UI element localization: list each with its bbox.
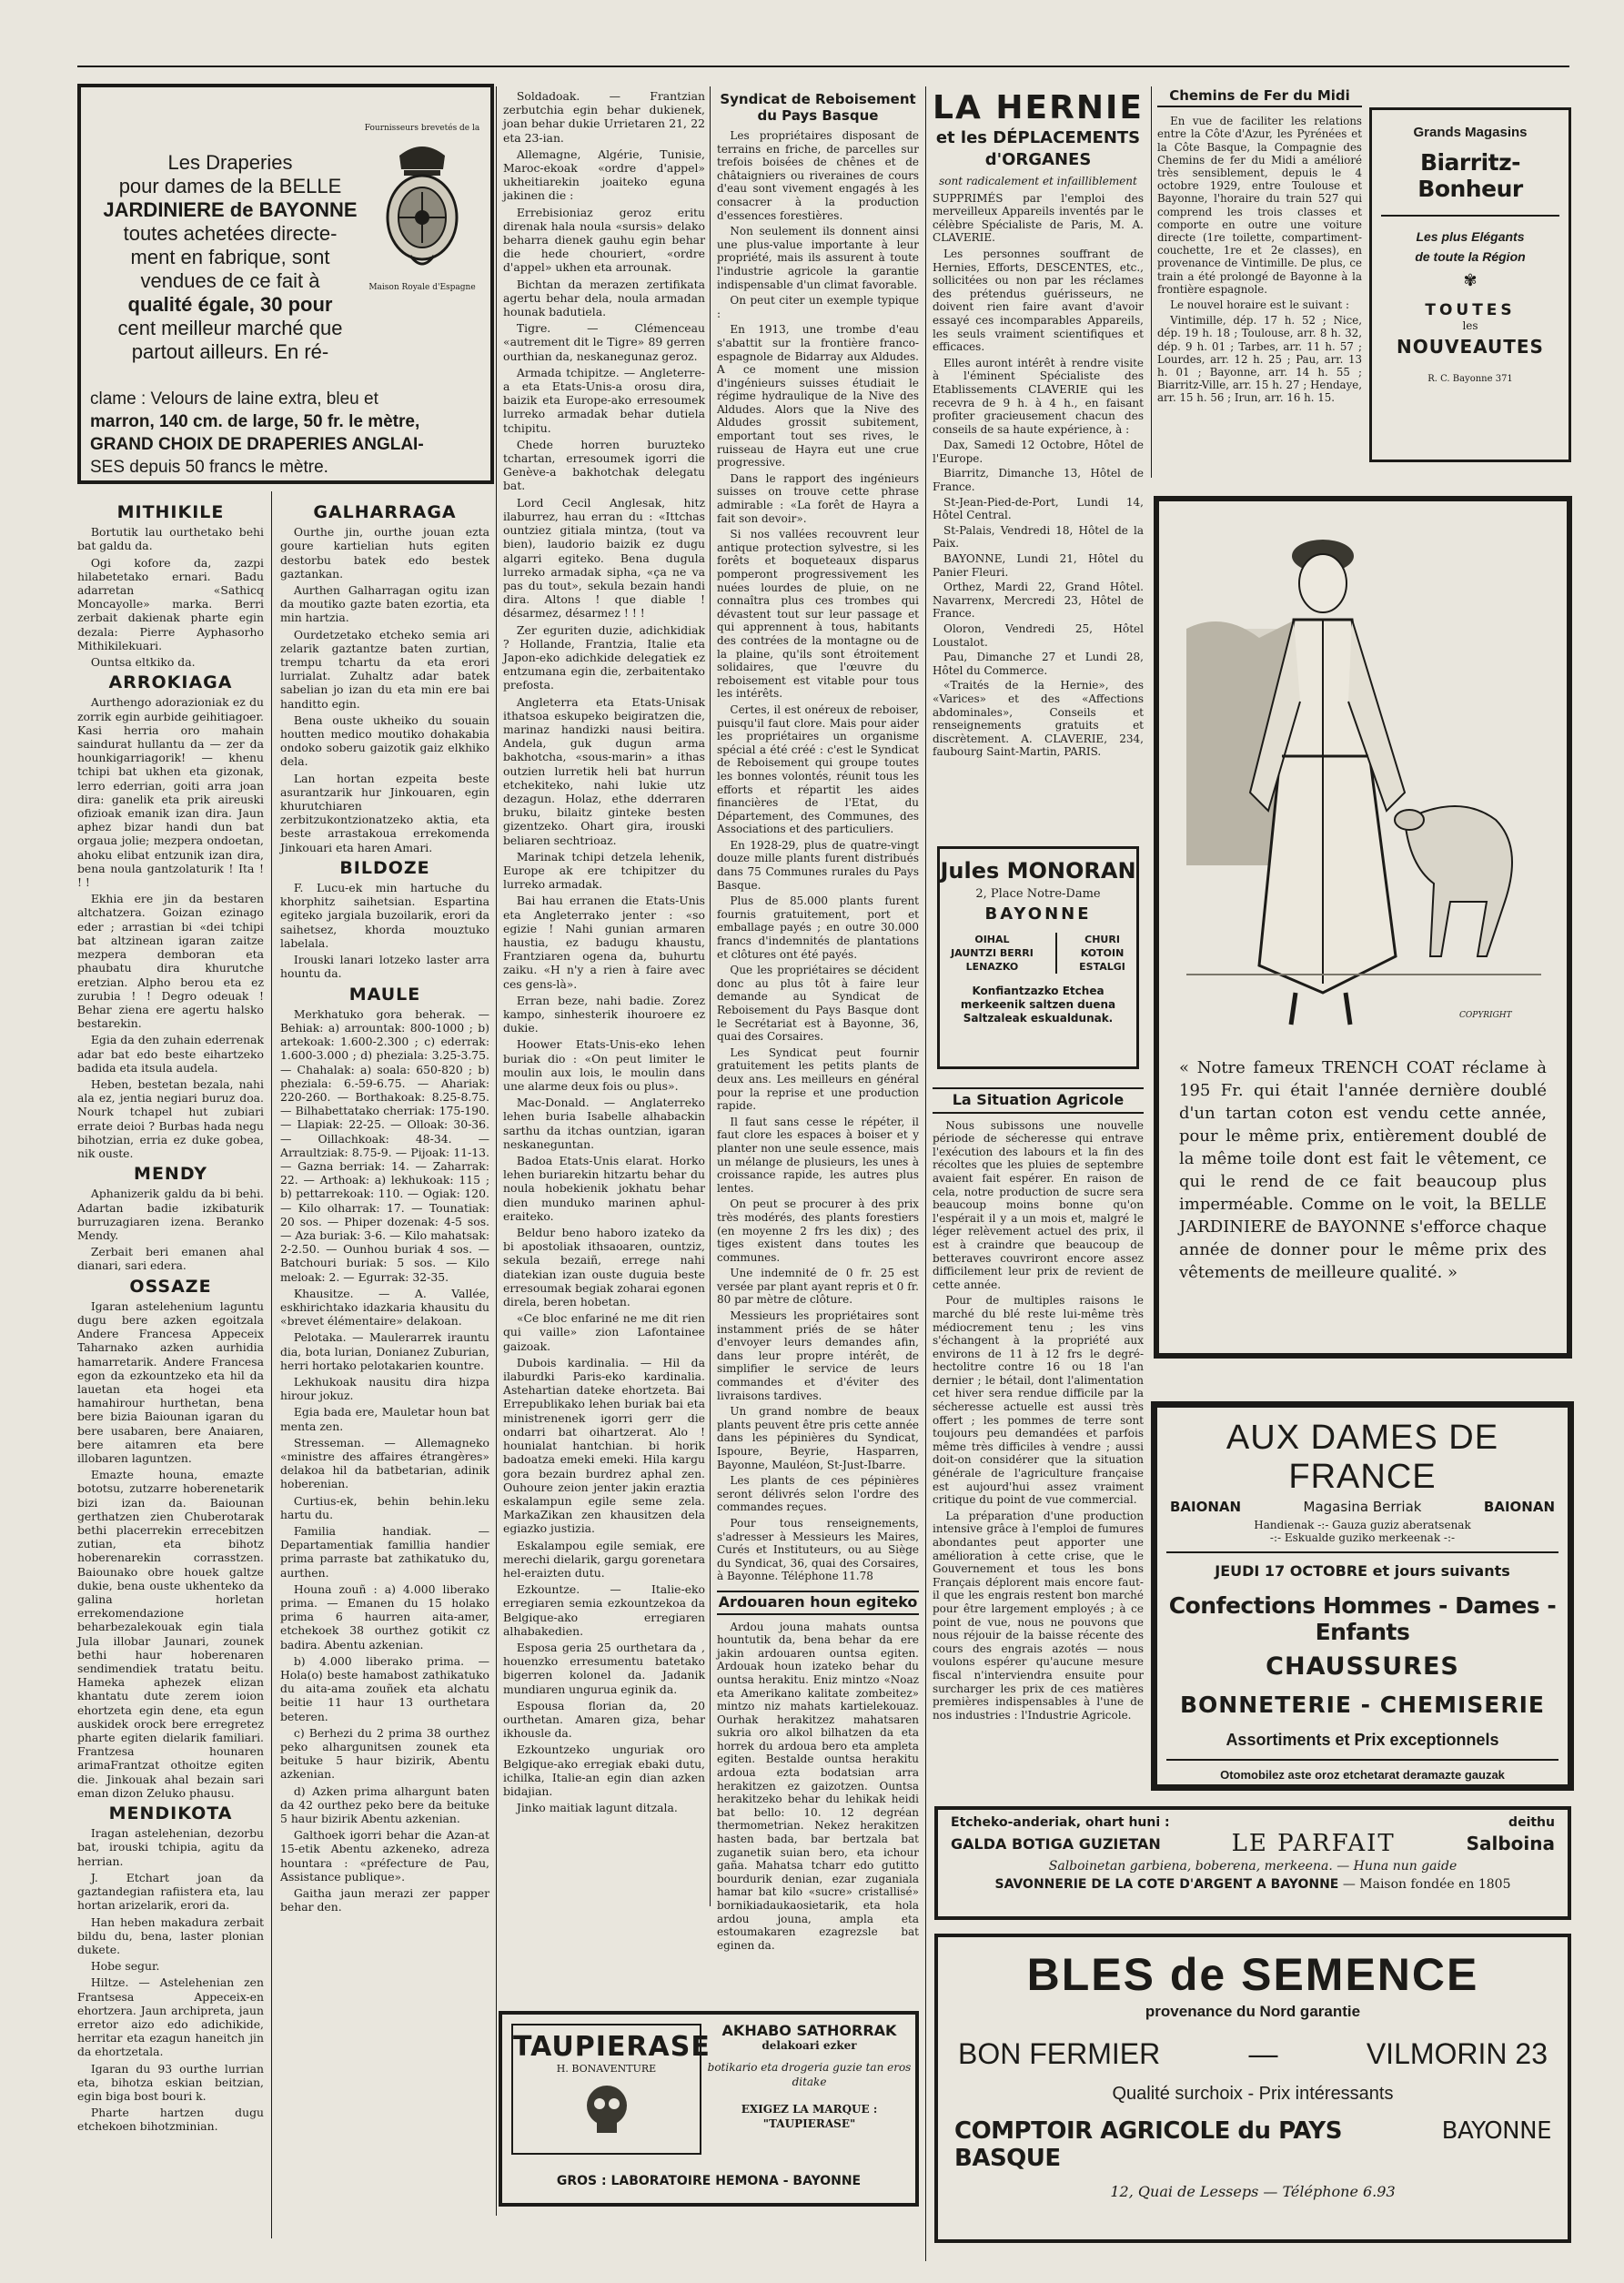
article-paragraph: c) Berhezi du 2 prima 38 ourthez peko alhargunitsen zounek eta beituke 5 haur bizirik, Abentu azkenian. [280, 1725, 489, 1782]
column-3 [503, 89, 705, 1936]
heading-ossaze: OSSAZE [129, 1276, 212, 1297]
bles-bayonne: BAYONNE [1441, 2117, 1551, 2145]
article-paragraph: Aurthengo adorazioniak ez du zorrik egin aurbide geihitiagoer. Kasi herria oro mahain saindurat hullantu da — zer da hounkigarriagorik! — khenu tchipi bat ukhen eta gizonak, lerro ederrian, goiti arra joan dira: ganelik eta prik aireuski ofizioak emanik izan dira. Jaun aphez bizar handi dun bat orgaua jolie; mezpera ondoetan, ahoku elibat entzunik izan dira, bena noula gantzolaturik ! Ita ! ! ! [77, 695, 264, 890]
monoran-right-3: ESTALGI [1079, 961, 1125, 973]
hernie-paragraph: SUPPRIMÉS par l'emploi des merveilleux Appareils inventés par le célèbre Spécialiste de Paris, M. A. CLAVERIE. [933, 191, 1144, 245]
article-paragraph: Ardou jouna mahats ountsa hountutik da, bena behar da ere jakin ardouaren ountsa egiten. Ardouak houn izateko behar du ountsa herakitu. Eniz mintzo «Noaz eta Amerikano kalitate zombeitez» mintzo niz mahats kartielekouaz. Ourhak herakitzez mahatsaren sukria oro alkol bilhatzen da eta horrek du ardoua bero eta ampleta egiten. Bestalde ountsa herakitu ardoua ezta bodatsian arra herakitzen ez gaizotzen. Ountsa herakitzeko behar du lehikak heidi bat bello: 10. 12 degréan thermometrian. Nekez herakitzen hasten bada, bar bertzala bat zuganetik suian bero, eta ichour gaña. Mahatsa tcharr edo gutitto bourdurik denian, ezar zuganiala hamar bat kilo «sucre» cristallisé» bornikiadaukaosietarik, eta hola ardou jouna, ampla eta estoumakaren ezagrezsle bat eginen da. [717, 1620, 919, 1952]
parfait-line-1-right: deithu [1508, 1815, 1555, 1830]
taupierase-maker: H. BONAVENTURE [556, 2063, 657, 2075]
monoran-city: BAYONNE [984, 904, 1092, 924]
jardiniere-line-7: qualité égale, 30 pour [127, 293, 333, 316]
jardiniere-line-4: toutes achetées directe- [123, 222, 338, 245]
article-paragraph: Galthoek igorri behar die Azan-at 15-etik Abentu azkeneko, adreza hountara : «préfecture de Pau, Assistance publique». [280, 1828, 489, 1884]
article-paragraph: Pharte hartzen dugu etchekoen bihotzminian. [77, 2106, 264, 2134]
article-paragraph: Igaran astelehenium laguntu dugu bere azken egoitzala Andere Francesa Appeceix Taharnako azken aurhidia hamarretarik. Andere Francesa egon da ezkountzeko eta hil da lauetan eta hogei eta hamahirour hurthetan, bena bere bizia Baiounan igaran du bere usabaren, bere Anaiaren, bere aitamren eta bere illobaren laguntzen. [77, 1298, 264, 1465]
article-paragraph: Zerbait beri emanen ahal dianari, sari edera. [77, 1245, 264, 1273]
bles-comptoir: COMPTOIR AGRICOLE du PAYS BASQUE [954, 2117, 1342, 2172]
parfait-line-2-left: GALDA BOTIGA GUZIETAN [951, 1834, 1161, 1853]
article-paragraph: Vintimille, dép. 17 h. 52 ; Nice, dép. 19 h. 18 ; Toulouse, arr. 8 h. 32, dép. 9 h. 01 ; Tarbes, arr. 11 h. 57 ; Lourdes, arr. 12 h. 25 ; Pau, arr. 13 h. 01 ; Bayonne, arr. 14 h. 55 ; Biarritz-Ville, arr. 15 h. 27 ; Hendaye, arr. 15 h. 56 ; Irun, arr. 16 h. 15. [1157, 314, 1362, 405]
article-paragraph: Chede horren buruzteko tchartan, erresoumek igorri die Genève-a bakhotchak delegatu bat. [503, 437, 705, 493]
article-paragraph: En vue de faciliter les relations entre la Côte d'Azur, les Pyrénées et la Côte Basque, la Compagnie des Chemins de fer du Midi a amélioré très sensiblement, depuis le 4 octobre 1929, entre Toulouse et Bayonne, l'horaire du train 527 qui comprend les trois classes et comporte en outre une voiture directe (1re toilette, compartiment-couchette, 1re et 2e classes), en provenance de Vintimille. De plus, ce train a été prolongé de Bayonne à la frontière espagnole. [1157, 115, 1362, 296]
skull-icon [575, 2078, 639, 2142]
situation-agricole [933, 1087, 1144, 1906]
column-4 [717, 89, 919, 1952]
article-paragraph: Curtius-ek, behin behin.leku hartu du. [280, 1493, 489, 1521]
jardiniere-line-5: ment en fabrique, sont [130, 246, 330, 268]
article-paragraph: Pour tous renseignements, s'adresser à Messieurs les Maires, Curés et Instituteurs, ou au Siège du Syndicat, 36, quai des Corsaires, à Bayonne. Téléphone 11.78 [717, 1516, 919, 1583]
biarritz-nouveautes: NOUVEAUTES [1397, 336, 1544, 358]
jardiniere-line-6: vendues de ce fait à [140, 269, 320, 292]
article-paragraph: Khausitze. — A. Vallée, eskhirichtako idazkaria khausitu du «brevet élémentaire» delakoan. [280, 1286, 489, 1328]
jardiniere-line-10: clame : Velours de laine extra, bleu et [90, 389, 378, 409]
article-paragraph: Ountsa eltkiko da. [90, 655, 196, 670]
article-paragraph: Lord Cecil Anglesak, hitz ilaburrez, hau erran du : «Ittchas ountziez gitiala mintza, (tout va bien), laudorio baizik ez dugu algarri egiteko. Bena dugula lurreko armadak sipha, «ça ne va pas du tout», sekula bezain handi dira. Altons ! que diable ! désarmez, désarmez ! ! ! [503, 495, 705, 621]
dames-baionan-left: BAIONAN [1170, 1499, 1242, 1515]
article-paragraph: La préparation d'une production intensive grâce à l'emploi de fumures abondantes peut apporter une amélioration à cette crise, que le Gouvernement et tous les bons Français déplorent mais encore faut-il que les engrais restent bon marché pour être largement employés ; à ce point de vue, nous ne pouvons que nous réjouir de la baisse récente des cours des engrais azotés — nous voulons espérer qu'aucune mesure fiscal n'interviendra ensuite pour surcharger les prix de ces matières premières indispensables à l'une de nos industries : l'Industrie Agricole. [933, 1509, 1144, 1722]
article-paragraph: Angleterra eta Etats-Unisak ithatsoa eskupeko beigiratzen die, marinaz handizki nausi beitira. Andela, guk dugun arma bakhotcha, «sous-marin» a ithas outzien lurretik heli bat hurrun etchekiteko, nahi lukie utz dezagun. Holaz, ethe dderraren bruku, bilaitz ginteke besten gizentzeko. Ohart gira, irouski beliaren sechtrioaz. [503, 694, 705, 847]
hernie-title-3: d'ORGANES [984, 150, 1092, 169]
jardiniere-line-3: JARDINIERE de BAYONNE [103, 198, 358, 221]
article-paragraph: Lekhukoak nausitu dira hizpa hirour jokuz. [280, 1374, 489, 1403]
article-paragraph: Igaran du 93 ourthe lurrian eta, bihotza eskian beitzian, egin biga bost bouri k. [77, 2061, 264, 2103]
monoran-name: Jules MONORAN [940, 858, 1136, 884]
dames-line-1: Confections Hommes - Dames - Enfants [1168, 1592, 1557, 1645]
taupierase-footer: GROS : LABORATOIRE HEMONA - BAYONNE [556, 2174, 862, 2188]
monoran-foot-3: Saltzaleak eskualdunak. [963, 1012, 1114, 1025]
taupierase-right-sub: delakoari ezker [762, 2039, 857, 2052]
article-paragraph: Errebisioniaz geroz eritu direnak hala noula «sursis» delako beharra dienek gauhu egin behar die hede chouriert, «ordre d'appel» ukhen eta arrounak. [503, 205, 705, 275]
bles-address: 12, Quai de Lesseps — Téléphone 6.93 [1110, 2183, 1396, 2200]
monoran-right-2: KOTOIN [1080, 947, 1125, 959]
article-paragraph: Zer eguriten duzie, adichkidiak ? Hollande, Frantzia, Italie eta Japon-eko adichkide delegatiek ez entzumana egin die, zerbaitentako prefosta. [503, 622, 705, 692]
article-paragraph: Ekhia ere jin da bestaren altchatzera. Goizan ezinago eder ; arrastian bi «dei tchipi bat altzinean igaran zaitze mezpera demboran eta phaubatu dira khurutche eretzian. Alpho berou eta ez zurubia ! ! Degro odeuak ! Behar ziena ere agertu halsko bestarekin. [77, 892, 264, 1031]
article-paragraph: «Ce bloc enfariné ne me dit rien qui vaille» zion Lafontainee gaizoak. [503, 1311, 705, 1353]
column-2 [280, 499, 489, 2246]
article-paragraph: Emazte houna, emazte bototsu, zutzarre hoberenetarik bizi izan da. Baiounan gerthatzen zien Chuberotarak bethi placerrekin errecebitzen zutian, eta bihotz hoberenarekin corrasstzen. Baiounako obre houek galtze dukie, bena ouste ukhenteko da galina horletan errekomendazione beharbezalekouak egin tiala Jula illobar Jaunari, zounek bethi haur hoberenaren sendimendiek tratatu beitu. Hameka aphezek elizan khantatu dute zerem ioion ehortzeta egin dene, eta egun auskidek orock bere erregretez pharte egiten dielarik familiari. Frantzesa hounaren arimaFrantzat othoitze egiten die. Jinkouak ahal bezain sari eman dizon Zeluko phausu. [77, 1468, 264, 1800]
bles-de-semence-ad [934, 1934, 1571, 2243]
royal-crest-icon [372, 137, 472, 274]
article-paragraph: En 1913, une trombe d'eau s'abattit sur la frontière franco-espagnole de Bidarray aux Aldudes. A ce moment une mission d'ingénieurs suisses étudiait le régime hydraulique de la Nive des Aldudes. Alors que la Nive des Aldudes grossit subitement, emportant tout ses rives, le ruisseau de Hayra eut une crue progressive. [717, 323, 919, 470]
article-paragraph: Merkhatuko gora beherak. — Behiak: a) arrountak: 800-1000 ; b) artekoak: 1.600-2.300 ; c) ederrak: 1.600-3.000 ; d) pheziala: 3.25-3.75. — Chahalak: a) soala: 650-820 ; b) pheziala: 6.-59-6.75. — Ahariak: 220-260. — Borthakoak: 8.25-8.75. — Bilhabettatako cherriak: 175-190. — Llapiak: 22-25. — Olloak: 30-36. — Oillachkoak: 48-34. — Arraultziak: 8.75-9. — Pijoak: 11-13. — Gazna berriak: 14. — Zaharrak: 22. — Arthoak: a) lekhukoak: 115 ; b) pettarrekoak: 110. — Ogiak: 120. — Kilo olharrak: 17. — Tounatiak: 20 sos. — Phiper dozenak: 4-5 sos. — Aza buriak: 3-6. — Kilo mahatsak: 2-2.50. — Ounhou buriak 4 sos. — Batchouri buriak: 5 sos. — Kilo meloak: 2. — Egurrak: 32-35. [280, 1006, 489, 1284]
hernie-ad [933, 89, 1144, 826]
syndicat-title-1: Syndicat de Reboisement [720, 91, 916, 107]
jardiniere-line-1: Les Draperies [167, 151, 293, 174]
hernie-schedule: Dax, Samedi 12 Octobre, Hôtel de l'Europe. [933, 439, 1144, 465]
dames-date: JEUDI 17 OCTOBRE et jours suivants [1215, 1562, 1510, 1580]
article-paragraph: Erran beze, nahi badie. Zorez kampo, sinhesterik ihouroere ez dukie. [503, 993, 705, 1035]
article-paragraph: Plus de 85.000 plants furent fournis gratuitement, port et emballage payés ; en outre 30.000 francs d'indemnités de plantations et clôtures ont été payés. [717, 894, 919, 961]
parfait-founded: — Maison fondée en 1805 [1342, 1877, 1511, 1892]
article-paragraph: Ourdetzetako etcheko semia ari zelarik gaztantze baten zurtian, trempu tchartu da eta erori lurrialat. Zuhaltz adar batek sabelian jo izan du eta min ere bai handitto egin. [280, 627, 489, 711]
article-paragraph: Le nouvel horaire est le suivant : [1170, 298, 1349, 312]
article-paragraph: Bena ouste ukheiko du souain houtten medico moutiko dohakabia ondoko soberu gaizotik gaiz elkhiko dela. [280, 712, 489, 769]
jardiniere-ad [77, 84, 494, 484]
column-rule-3 [710, 86, 711, 1906]
biarritz-tag-2: de toute la Région [1415, 249, 1526, 264]
taupierase-ask: EXIGEZ LA MARQUE : [741, 2103, 878, 2116]
column-rule-4 [925, 86, 926, 2261]
article-paragraph: Allemagne, Algérie, Tunisie, Maroc-ekoak «ordre d'appel» ukheitiarekin joaiteko eguna jakinen die : [503, 146, 705, 203]
article-paragraph: Hiltze. — Astelehenian zen Frantsesa Appeceix-en ehortzera. Jaun archipreta, jaun erretor aizo edo adichikide, herritar eta ezagun haneitch jin da ehortzetala. [77, 1975, 264, 2059]
trench-coat-text: « Notre fameux TRENCH COAT réclame à 195 Fr. qui était l'année dernière doublé d'un tartan coton est vendu cette année, pour le même prix, entièrement doublé de la même toile dont est fait le vêtement, ce qui le rend de ce fait beaucoup plus imperméable. Comme on le voit, la BELLE JARDINIERE de BAYONNE s'efforce chaque année de donner pour le même prix des vêtements de meilleure qualité. » [1179, 1058, 1547, 1282]
taupierase-right-text: botikario eta drogeria guzie tan eros ditake [707, 2061, 912, 2088]
article-paragraph: b) 4.000 liberako prima. — Hola(o) beste hamabost zathikatuko du aita-ama zouñek eta alchatu beitie 11 haur 13 ourthetara beteren. [280, 1653, 489, 1723]
illustration-signature: COPYRIGHT [1459, 1011, 1512, 1020]
monoran-foot-1: Konfiantzazko Etchea [972, 985, 1105, 997]
taupierase-name: TAUPIERASE [513, 2031, 711, 2063]
article-paragraph: d) Azken prima alhargunt baten da 42 ourthez peko bere da beituke 5 haur bizirik Abentu azkenian. [280, 1783, 489, 1826]
dames-line-2: CHAUSSURES [1266, 1652, 1459, 1681]
article-paragraph: Pelotaka. — Maulerarrek irauntu dia, bota lurian, Donianez Zuburian, herri hortako pelotakarien kountre. [280, 1330, 489, 1372]
biarritz-top: Grands Magasins [1413, 125, 1528, 140]
article-paragraph: On peut citer un exemple typique : [717, 294, 919, 320]
article-paragraph: Badoa Etats-Unis elarat. Horko lehen buriarekin hitzartu behar du noula hobekienik jokhatu behar dien munduko marinen aphul-eraiteko. [503, 1154, 705, 1223]
column-rule-1 [271, 491, 272, 2238]
article-paragraph: Mac-Donald. — Anglaterreko lehen buria Isabelle alhabackin sarthu da itchas ountzian, igaran neskaneguntan. [503, 1096, 705, 1151]
bles-sub: provenance du Nord garantie [1145, 2003, 1361, 2020]
trench-coat-man-illustration [1186, 520, 1541, 1029]
parfait-line-1-left: Etcheko-anderiak, ohart huni : [951, 1815, 1170, 1830]
article-paragraph: Aphanizerik galdu da bi behi. Adartan badie izkibaturik burruzagiaren izena. Beranko Mendy. [77, 1187, 264, 1242]
bles-title: BLES de SEMENCE [1026, 1949, 1479, 2000]
article-paragraph: On peut se procurer à des prix très modérés, des plants forestiers (en moyenne 2 frs les dix) ; des tiges existent dans toutes les communes. [717, 1197, 919, 1264]
article-paragraph: Egia da den zuhain ederrenak adar bat edo beste eihartzeko badida eta itsula audela. [77, 1033, 264, 1075]
hernie-paragraph: «Traités de la Hernie», des «Varices» et des «Affections abdominales», Conseils et renseignements gratuits et discrètement. A. CLAVERIE, 234, faubourg Saint-Martin, PARIS. [933, 679, 1144, 759]
bles-vilmorin: VILMORIN 23 [1366, 2037, 1548, 2070]
biarritz-rc: R. C. Bayonne 371 [1427, 374, 1513, 384]
parfait-brand: LE PARFAIT [1231, 1830, 1396, 1857]
dames-line-3: BONNETERIE - CHEMISERIE [1179, 1692, 1545, 1718]
article-paragraph: Dubois kardinalia. — Hil da ilaburdki Paris-eko kardinalia. Astehartian dateke ehortzeta. Bai Errepublikako lehen buriak bai eta ministrenenek igorri gerr die ondarri bat oihartzerat. Alo ! hounialat hantchian. bi horik badoatza emeki emeki. Hila kargu gora bezain burdrez aphal zen. Ouhoure zeion jenter jakin eraztia eskalampun egile seme zela. MarkaZikan zen khausitzen dela egiazko justizia. [503, 1355, 705, 1536]
dames-sub-1: Handienak -:- Gauza guziz aberatsenak [1254, 1519, 1471, 1531]
article-paragraph: Gaitha jaun merazi zer papper behar den. [280, 1886, 489, 1914]
dames-footer: Otomobilez aste oroz etchetarat deramazte gauzak [1220, 1768, 1505, 1782]
heading-maule: MAULE [348, 984, 421, 1005]
hernie-subtitle: sont radicalement et infailliblement [939, 175, 1137, 187]
article-paragraph: Il faut sans cesse le répéter, il faut clore les espaces à boiser et y planter non une seule essence, mais un mélange de plusieurs, les unes à croissance rapide, les autres plus lentes. [717, 1115, 919, 1195]
hernie-schedule: Pau, Dimanche 27 et Lundi 28, Hôtel du Commerce. [933, 651, 1144, 677]
dames-magasina: Magasina Berriak [1303, 1499, 1422, 1515]
article-paragraph: Hobe segur. [90, 1959, 160, 1974]
hernie-schedule: St-Jean-Pied-de-Port, Lundi 14, Hôtel Central. [933, 495, 1144, 522]
taupierase-mark: "TAUPIERASE" [762, 2117, 856, 2130]
hernie-schedule: Orthez, Mardi 22, Grand Hôtel. Navarrenx, Mercredi 23, Hôtel de France. [933, 581, 1144, 621]
heading-bildoze: BILDOZE [339, 857, 430, 878]
biarritz-les: les [1462, 319, 1478, 332]
biarritz-toutes: TOUTES [1425, 301, 1516, 319]
hernie-schedule: Biarritz, Dimanche 13, Hôtel de France. [933, 467, 1144, 494]
article-paragraph: Egia bada ere, Mauletar houn bat menta zen. [280, 1405, 489, 1433]
article-paragraph: Les plants de ces pépinières seront délivrés selon l'ordre des commandes reçues. [717, 1474, 919, 1514]
article-paragraph: Bichtan da merazen zertifikata agertu behar dela, noula armadan hounak badutiela. [503, 277, 705, 319]
article-paragraph: Houna zouñ : a) 4.000 liberako prima. — Emanen du 15 holako prima 6 haurren aita-amer, etchekoek 38 ourthez gotikit cz badira. Abentu azkenian. [280, 1581, 489, 1652]
chemins-de-fer [1157, 89, 1362, 471]
article-paragraph: Aurthen Galharragan ogitu izan da moutiko gazte baten ezortia, eta min hartzia. [280, 583, 489, 625]
article-paragraph: Ourthe jin, ourthe jouan ezta goure kartielian huts egiten destorbu batek edo bestek gaztankan. [280, 525, 489, 581]
hernie-title-1: LA HERNIE [933, 89, 1144, 126]
jardiniere-line-13: SES depuis 50 francs le mètre. [90, 458, 328, 477]
article-paragraph: Beldur beno haboro izateko da bi apostoliak ithsaoaren, ountziz, sekula bezaiñ, errege nahi diatekian izan ouste duguia beste erresoumak begiak zoharai egonen direla, beren hobetan. [503, 1226, 705, 1309]
article-paragraph: Nous subissons une nouvelle période de sécheresse qui entrave l'exécution des labours et la fin des récoltes que les pluies de septembre avaient fait espérer. En raison de cela, notre production de sucre sera beaucoup moins bonne qu'on l'espérait il y a un mois et, malgré le léger relèvement actuel des prix, il est à craindre que beaucoup de betteraves couvriront encore assez difficilement leur prix de revient de cette année. [933, 1118, 1144, 1291]
chemins-title: Chemins de Fer du Midi [1157, 89, 1362, 107]
article-paragraph: Familia handiak. — Departamentiak famillia handier prima parraste bat zathikatuko du, aurthen. [280, 1524, 489, 1580]
article-paragraph: Eskalampou egile semiak, ere merechi dielarik, gargu gorenetara hel-eraizten dutu. [503, 1538, 705, 1580]
article-paragraph: Lan hortan ezpeita beste asurantzarik hur Jinkouaren, egin khurutchiaren zerbitzukontzionatzeko aktia, eta beste arrastakoua errekomenda Jinkouari eta haren Amari. [280, 771, 489, 854]
article-paragraph: Les propriétaires disposant de terrains en friche, de parcelles sur trefois boisées de chênes et de châtaigniers ou riveraines de cours d'eau sont vivement engagés à les consacrer à la production d'essences forestières. [717, 129, 919, 222]
jardiniere-line-11: marron, 140 cm. de large, 50 fr. le mètre, [90, 412, 420, 431]
hernie-schedule: Oloron, Vendredi 25, Hôtel Loustalot. [933, 622, 1144, 649]
monoran-left-2: JAUNTZI BERRI [951, 947, 1034, 959]
monoran-foot-2: merkeenik saltzen duena [960, 998, 1116, 1011]
article-paragraph: Jinko maitiak lagunt ditzala. [516, 1801, 678, 1815]
heading-mendy: MENDY [134, 1164, 207, 1185]
article-paragraph: J. Etchart joan da gaztandegian rafiistera eta, lau hortan arizelarik, erori da. [77, 1870, 264, 1913]
heading-galharraga: GALHARRAGA [313, 502, 457, 522]
heading-mendikota: MENDIKOTA [108, 1803, 233, 1824]
parfait-line-2-right: Salboina [1466, 1833, 1555, 1854]
hernie-schedule: St-Palais, Vendredi 18, Hôtel de la Paix. [933, 523, 1144, 551]
article-paragraph: Bortutik lau ourthetako behi bat galdu da. [77, 525, 264, 553]
dames-baionan-right: BAIONAN [1483, 1499, 1555, 1515]
article-paragraph: Les Syndicat peut fournir gratuitement les petits plants de deux ans. Les meilleurs en général pour la reprise et une production rapide. [717, 1046, 919, 1113]
article-paragraph: Non seulement ils donnent ainsi une plus-value importante à leur propriété, mais ils assurent à toute l'industrie agricole la garantie indispensable d'un climat favorable. [717, 225, 919, 291]
article-paragraph: Marinak tchipi detzela lehenik, Europe ak ere tchipitzer du lurreko armadak. [503, 849, 705, 892]
monoran-address: 2, Place Notre-Dame [975, 887, 1101, 901]
taupierase-ad [499, 2011, 919, 2207]
column-1 [77, 499, 264, 2237]
article-paragraph: Une indemnité de 0 fr. 25 est versée par plant ayant repris et 0 fr. 80 par mètre de clôture. [717, 1267, 919, 1307]
article-paragraph: Armada tchipitze. — Angleterre-a eta Etats-Unis-a orosu dira, baizik eta Europe-ako erresoumek lurreko armadak behar dutiela tchipitu. [503, 365, 705, 435]
dames-de-france-ad [1151, 1401, 1574, 1791]
dames-line-4: Assortiments et Prix exceptionnels [1226, 1731, 1499, 1749]
article-paragraph: Ezkountzeko unguriak oro Belgique-ako erregiak ebaki dutu, ichilka, Italie-an egin dian azken bidajian. [503, 1743, 705, 1798]
article-paragraph: Dans le rapport des ingénieurs suisses on trouve cette phrase admirable : «La forêt de Hayra a fait son devoir». [717, 471, 919, 525]
biarritz-name: Biarritz-Bonheur [1417, 149, 1523, 202]
article-paragraph: F. Lucu-ek min hartuche du khorphitz saihetsian. Espartina egiteko jargiala buzoilarik, erori da saihetsez, khorda mouztuko labelala. [280, 881, 489, 950]
article-paragraph: Esposa geria 25 ourthetara da , houenzko erresumentu batetako bigerren kolonel da. Jadanik mundiaren ungurua eginik da. [503, 1640, 705, 1696]
fleuron-icon: ✾ [1463, 271, 1478, 290]
article-paragraph: Han heben makadura zerbait bildu du, bena, laster plonian dukete. [77, 1914, 264, 1956]
logo-caption-bottom: Maison Royale d'Espagne [368, 283, 476, 292]
bles-bon-fermier: BON FERMIER [958, 2037, 1161, 2070]
article-paragraph: Que les propriétaires se décident donc au plus tôt à faire leur demande au Syndicat de Reboisement du Pays Basque dont le Secrétariat est à Bayonne, 36, quai des Corsaires. [717, 964, 919, 1044]
hernie-paragraph: Les personnes souffrant de Hernies, Efforts, DESCENTES, etc., sollicitées ou non par les réclames des prétendus guérisseurs, ne doivent rien faire avant d'avoir essayé ces incomparables Appareils, les seuls vraiment scientifiques et efficaces. [933, 247, 1144, 354]
article-paragraph: Soldadoak. — Frantzian zerbutchia egin behar dukienek, joan behar dukie Urrietaren 21, 22 eta 23-ian. [503, 89, 705, 145]
le-parfait-ad [934, 1806, 1571, 1920]
article-paragraph: Pour de multiples raisons le marché du blé reste lui-même très médiocrement tenu ; les vins s'échangent à la propriété aux environs de 11 à 12 frs le degré-hectolitre contre 16 ou 18 l'an dernier ; le bétail, dont l'alimentation cet hiver sera rendue difficile par la sécheresse actuelle est aussi très offert ; les pommes de terre sont toujours peu demandées et parfois même très difficiles à vendre ; aussi doit-on considérer que la situation générale de l'agriculture française est aujourd'hui assez vraiment critique du point de vue commercial. [933, 1294, 1144, 1507]
biarritz-tag-1: Les plus Elégants [1416, 229, 1525, 244]
taupierase-right-title: AKHABO SATHORRAK [721, 2022, 897, 2039]
article-paragraph: Stresseman. — Allemagneko «ministre des affaires étrangères» delakoa hil da batbetarian, adinik hoberenian. [280, 1435, 489, 1491]
jardiniere-line-8: cent meilleur marché que [117, 317, 343, 339]
jardiniere-line-12: GRAND CHOIX DE DRAPERIES ANGLAI- [90, 435, 424, 454]
article-paragraph: Un grand nombre de beaux plants peuvent être pris cette année dans les pépinières du Syndicat, Ispoure, Beyrie, Hasparren, Bayonne, Mauléon, St-Just-Ibarre. [717, 1405, 919, 1471]
hernie-title-2: et les DÉPLACEMENTS [935, 128, 1141, 147]
article-paragraph: Irouski lanari lotzeko laster arra hountu da. [280, 953, 489, 981]
dames-title: AUX DAMES DE FRANCE [1226, 1419, 1499, 1496]
jardiniere-line-9: partout ailleurs. En ré- [131, 340, 329, 363]
article-paragraph: Iragan astelehenian, dezorbu bat, irouski tchipia, agitu da herrian. [77, 1826, 264, 1868]
dames-sub-2: -:- Eskualde guziko merkeenak -:- [1269, 1531, 1456, 1544]
situation-title: La Situation Agricole [933, 1087, 1144, 1114]
article-paragraph: Si nos vallées recouvrent leur antique protection sylvestre, si les forêts et boqueteaux disparus pomperont progressivement les nuées lourdes de pluie, on ne connaîtra plus ces trombes qui dévastent tout sur leur passage et qui apprennent à tous, habitants des contrées de la montagne ou de la plaine, qu'ils sont étroitement solidaires, que l'œuvre du reboisement est vitable pour tous les intérêts. [717, 528, 919, 701]
hernie-schedule: BAYONNE, Lundi 21, Hôtel du Panier Fleuri. [933, 552, 1144, 579]
biarritz-bonheur-ad [1369, 107, 1571, 462]
heading-arrokiaga: ARROKIAGA [108, 672, 233, 693]
parfait-line-3: Salboinetan garbiena, boberena, merkeena. — Huna nun gaide [1048, 1859, 1458, 1874]
top-rule [77, 66, 1569, 67]
trench-coat-ad [1154, 496, 1572, 1359]
column-rule-2 [496, 86, 497, 2216]
monoran-left-1: OIHAL [974, 934, 1010, 945]
article-paragraph: Heben, bestetan bezala, nahi ala ez, jentia negiari buruz doa. Nourk tchapel hut zubiari errate deioi ? Burbas hada negu bihotzian, erria ez duke gobea, nik ouste. [77, 1076, 264, 1160]
bles-quality: Qualité surchoix - Prix intéressants [1112, 2084, 1394, 2104]
bles-dash: — [1248, 2037, 1278, 2070]
article-paragraph: Ezkountze. — Italie-eko erregiaren semia ezkountzekoa da Belgique-ako erregiaren alhabakedien. [503, 1582, 705, 1638]
article-paragraph: Messieurs les propriétaires sont instamment priés de se hâter d'envoyer leurs demandes afin, dans leur propre intérêt, de simplifier le service de leurs commandes et d'éviter des livraisons tardives. [717, 1309, 919, 1402]
monoran-right-1: CHURI [1084, 934, 1120, 945]
column-rule-5 [1151, 86, 1152, 478]
article-paragraph: Ogi kofore da, zazpi hilabetetako ernari. Badu adarretan «Sathicq Moncayolle» marka. Berri zerbait dakienak pharte egin dezala: Pierre Ayphasorho Mithikilekuari. [77, 555, 264, 652]
heading-mithikile: MITHIKILE [116, 502, 225, 522]
monoran-left-3: LENAZKO [965, 961, 1019, 973]
logo-caption-top: Fournisseurs brevetés de la [364, 124, 480, 133]
article-paragraph: Bai hau erranen die Etats-Unis eta Angleterrako jenter : «so egizie ! Nahi gunian armaren haustia, ez badugu khaustu, Frantziaren ogena da, buhurtu zaiku. «H n'y a rien à faire avec ces gens-là». [503, 894, 705, 991]
syndicat-title-2: du Pays Basque [757, 107, 879, 124]
article-paragraph: En 1928-29, plus de quatre-vingt douze mille plants furent distribués dans 75 Communes rurales du Pays Basque. [717, 838, 919, 892]
jardiniere-line-2: pour dames de la BELLE [118, 175, 342, 197]
article-paragraph: Tigre. — Clémenceau «autrement dit le Tigre» 89 gerren ourthian da, neskanegunaz geroz. [503, 321, 705, 363]
monoran-ad [937, 846, 1139, 1069]
hernie-paragraph: Elles auront intérêt à rendre visite à l'éminent Spécialiste des Etablissements CLAVERIE qui les recevra de 9 h. à 4 h., en faisant profiter gracieusement chacun des conseils de sa haute expérience, à : [933, 356, 1144, 436]
article-paragraph: Certes, il est onéreux de reboiser, puisqu'il faut clore. Mais pour aider les propriétaires un organisme spécial a été créé : c'est le Syndicat de Reboisement qui groupe toutes les bonnes volontés, réunit tous les efforts et répartit les aides financières de l'Etat, du Département, des Communes, des Associations et des particuliers. [717, 702, 919, 836]
ardouaren-title: Ardouaren houn egiteko [717, 1591, 919, 1615]
article-paragraph: Hoower Etats-Unis-eko lehen buriak dio : «On peut limiter le moulin aux lois, le moulin dans une alarme deux fois ou plus». [503, 1037, 705, 1094]
parfait-savonnerie: SAVONNERIE DE LA COTE D'ARGENT A BAYONNE [994, 1877, 1339, 1892]
article-paragraph: Espousa florian da, 20 ourthetan. Amaren giza, behar ikhousle da. [503, 1698, 705, 1741]
